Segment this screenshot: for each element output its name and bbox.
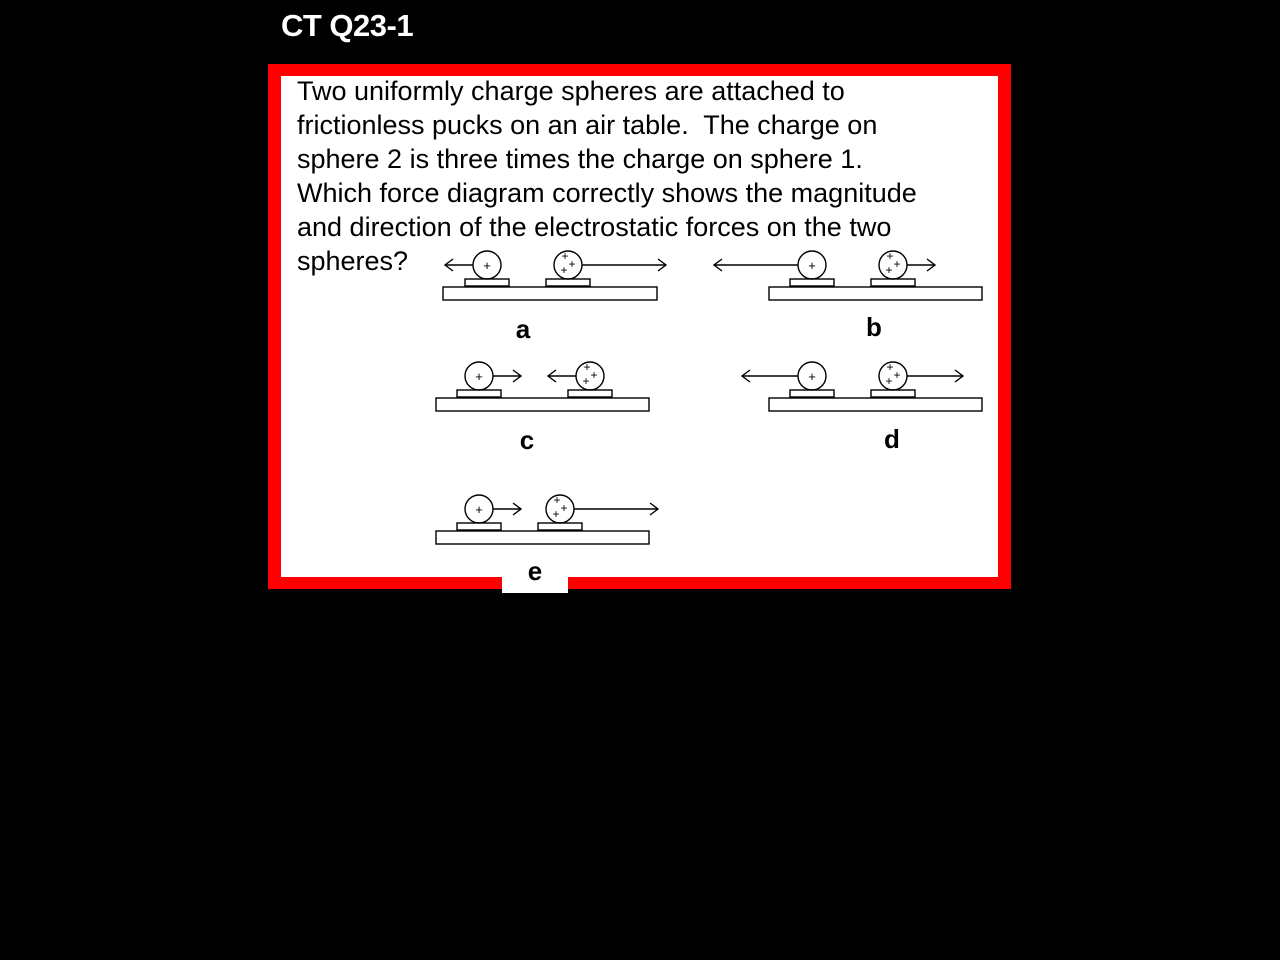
puck-a-1 [465,279,509,286]
option-label-c[interactable]: c [519,425,535,455]
sphere-2-charge-d: + [885,374,893,388]
table-d [769,398,982,411]
sphere-2-charge-b: + [893,257,901,271]
sphere-2-charge-e: + [553,493,561,507]
table-a [443,287,657,300]
sphere-2-charge-b: + [886,249,894,263]
sphere-2-charge-d: + [893,368,901,382]
sphere-2-charge-c: + [582,374,590,388]
table-e [436,531,649,544]
puck-e-2 [538,523,582,530]
sphere-2-charge-a: + [560,263,568,277]
question-line: frictionless pucks on an air table. The charge on [297,110,878,140]
slide-title: CT Q23-1 [281,8,414,43]
puck-d-2 [871,390,915,397]
sphere-2-charge-c: + [583,360,591,374]
sphere-1-charge-c: + [475,369,483,384]
sphere-1-charge-a: + [483,258,491,273]
sphere-2-charge-e: + [552,507,560,521]
question-line: spheres? [297,246,409,276]
puck-d-1 [790,390,834,397]
question-line: and direction of the electrostatic forces on the two [297,212,892,242]
question-line: sphere 2 is three times the charge on sphere 1. [297,144,863,174]
puck-b-1 [790,279,834,286]
puck-c-1 [457,390,501,397]
puck-a-2 [546,279,590,286]
sphere-2-charge-a: + [561,249,569,263]
sphere-2-charge-d: + [886,360,894,374]
sphere-2-charge-a: + [568,257,576,271]
puck-c-2 [568,390,612,397]
option-label-d[interactable]: d [884,424,900,454]
question-line: Two uniformly charge spheres are attached to [297,76,845,106]
option-label-b[interactable]: b [866,312,882,342]
table-c [436,398,649,411]
sphere-1-charge-e: + [475,502,483,517]
sphere-1-charge-d: + [808,369,816,384]
sphere-2-charge-c: + [590,368,598,382]
option-label-a[interactable]: a [515,314,531,344]
sphere-2-charge-b: + [885,263,893,277]
option-label-e[interactable]: e [527,556,543,586]
sphere-2-charge-e: + [560,501,568,515]
puck-b-2 [871,279,915,286]
question-line: Which force diagram correctly shows the magnitude [297,178,917,208]
table-b [769,287,982,300]
puck-e-1 [457,523,501,530]
sphere-1-charge-b: + [808,258,816,273]
